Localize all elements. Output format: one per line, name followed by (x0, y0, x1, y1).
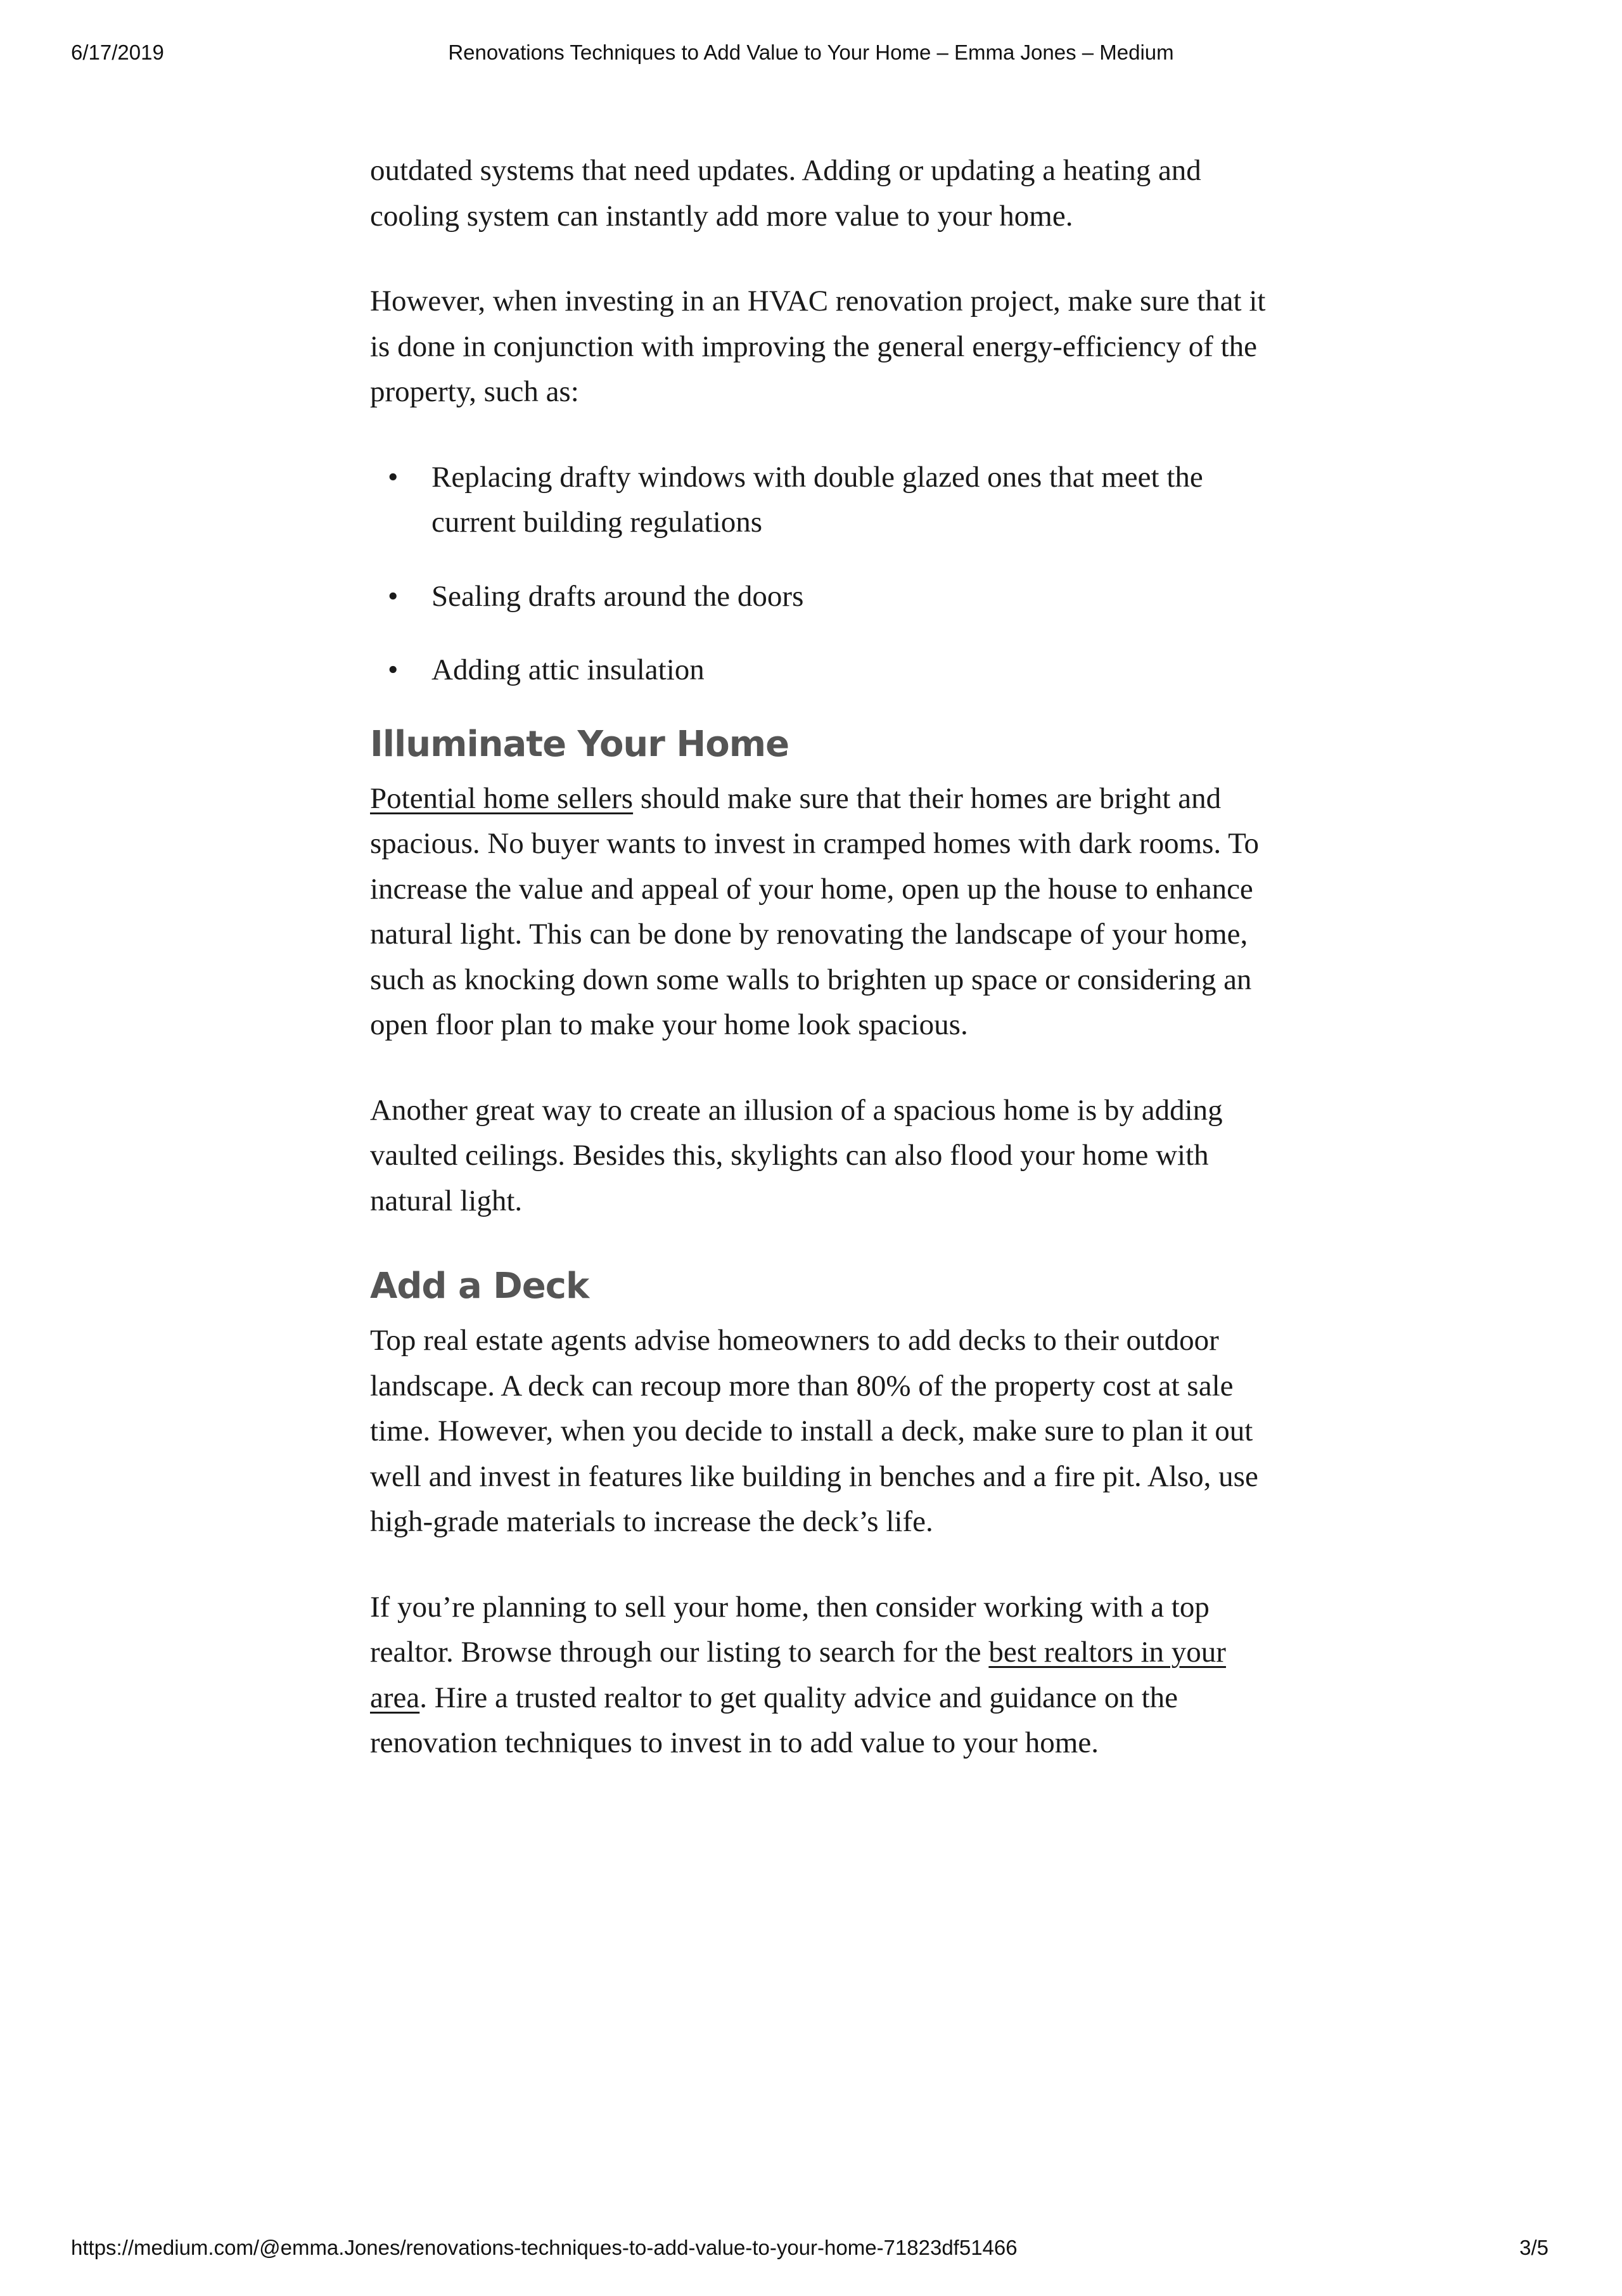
print-page-title: Renovations Techniques to Add Value to Your Home – Emma Jones – Medium (448, 41, 1174, 64)
bullet-icon: • (388, 579, 399, 613)
energy-efficiency-list (370, 455, 1282, 693)
paragraph-illuminate (370, 776, 1282, 1048)
bullet-icon: • (388, 460, 399, 494)
page-number: 3/5 (1519, 2236, 1549, 2259)
potential-home-sellers-link[interactable]: Potential home sellers (370, 781, 634, 815)
article-body (370, 148, 1282, 1806)
list-item-text: Adding attic insulation (431, 653, 705, 686)
paragraph-hvac-investing: However, when investing in an HVAC renovation project, make sure that it is done in conjunction with improving the general energy-efficiency of the property, such as: (370, 285, 1266, 408)
print-footer (0, 2236, 1622, 2264)
print-header (0, 41, 1622, 68)
list-item (370, 648, 1282, 693)
list-item (370, 455, 1282, 546)
paragraph-illuminate-text: should make sure that their homes are bright and spacious. No buyer wants to invest in cramped homes with dark rooms. To increase the value and appeal of your home, open up the house to enhance natural light. This can be done by renovating the landscape of your home, such as knocking down some walls to brighten up space or considering an open floor plan to make your home look spacious. (370, 781, 1260, 1041)
list-item-text: Replacing drafty windows with double glazed ones that meet the current building regulations (431, 460, 1203, 539)
best-realtors-link[interactable]: best realtors in your area (370, 1636, 1226, 1714)
list-item (370, 574, 1282, 620)
heading-add-a-deck: Add a Deck (370, 1266, 589, 1307)
heading-illuminate-your-home: Illuminate Your Home (370, 723, 789, 765)
page-url: https://medium.com/@emma.Jones/renovations-techniques-to-add-value-to-your-home-71823df51466 (71, 2236, 1018, 2259)
paragraph-vaulted-ceilings: Another great way to create an illusion of a spacious home is by adding vaulted ceilings. Besides this, skylights can also flood your home with natural light. (370, 1093, 1223, 1217)
paragraph-deck: Top real estate agents advise homeowners to add decks to their outdoor landscape. A deck can recoup more than 80% of the property cost at sale time. However, when you decide to install a deck, make sure to plan it out well and invest in features like building in benches and a fire pit. Also, use high-grade materials to increase the deck’s life. (370, 1324, 1258, 1538)
paragraph-realtor-text-end: . Hire a trusted realtor to get quality advice and guidance on the renovation techniques to invest in to add value to your home. (370, 1681, 1178, 1759)
print-date: 6/17/2019 (71, 41, 164, 64)
bullet-icon: • (388, 653, 399, 686)
paragraph-realtor (370, 1585, 1282, 1766)
list-item-text: Sealing drafts around the doors (431, 579, 804, 613)
paragraph-realtor-text-start: If you’re planning to sell your home, then consider working with a top realtor. Browse through our listing to search for the (370, 1590, 1210, 1669)
paragraph-hvac-intro: outdated systems that need updates. Adding or updating a heating and cooling system can instantly add more value to your home. (370, 154, 1201, 233)
